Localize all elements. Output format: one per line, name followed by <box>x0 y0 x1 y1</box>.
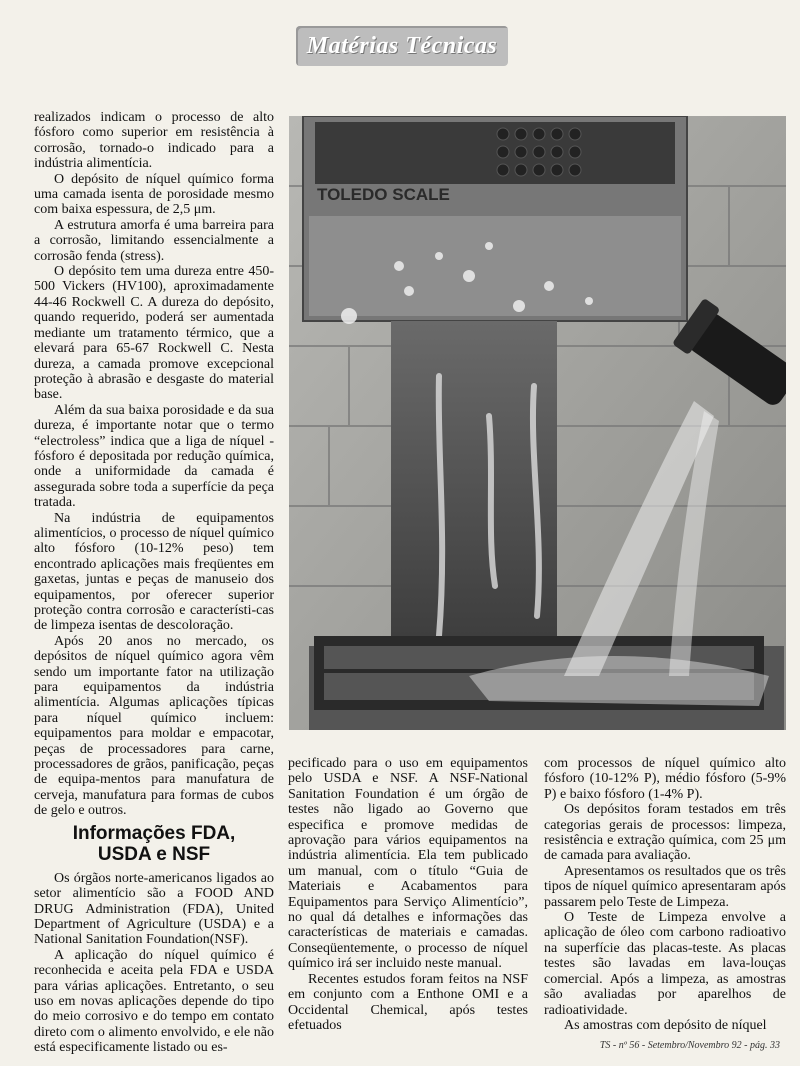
paragraph: Os órgãos norte-americanos ligados ao setor alimentício são a FOOD AND DRUG Administration (FDA), United Department of Agriculture (USDA) e a National Sanitation Foundation(NSF). <box>34 870 274 948</box>
scale-brand-label: TOLEDO SCALE <box>317 185 450 204</box>
section-header <box>296 26 508 66</box>
paragraph: realizados indicam o processo de alto fósforo como superior em resistência à corrosão, tornado-o indicado para a indústria alimentícia. <box>34 110 274 172</box>
paragraph: Na indústria de equipamentos alimentícios, o processo de níquel químico alto fósforo (10-12% peso) tem encontrado aplicações mais freqüentes em gaxetas, juntas e peças de manuseio dos equipamentos, por oferecer superior proteção contra corrosão e característi-cas de limpeza isentas de descoloração. <box>34 510 274 634</box>
text-column-3 <box>544 756 786 1033</box>
paragraph: Apresentamos os resultados que os três tipos de níquel químico apresentaram após passarem pelo Teste de Limpeza. <box>544 863 786 910</box>
text-column-2 <box>288 756 528 1033</box>
photo-scale-washing <box>289 116 786 730</box>
paragraph: Recentes estudos foram feitos na NSF em conjunto com a Enthone OMI e a Occidental Chemical, após testes efetuados <box>288 971 528 1033</box>
section-heading-line: USDA e NSF <box>97 843 211 865</box>
page-footer: TS - nº 56 - Setembro/Novembro 92 - pág. 33 <box>599 1040 780 1051</box>
paragraph: As amostras com depósito de níquel <box>564 1017 767 1033</box>
paragraph: O depósito tem uma dureza entre 450-500 Vickers (HV100), aproximadamente 44-46 Rockwell C. A dureza do depósito, quando requerido, poderá ser aumentada mediante um tratamento térmico, que a elevará para 65-67 Rockwell C. Nesta dureza, a camada promove excepcional proteção à abrasão e desgaste do material base. <box>34 264 274 403</box>
paragraph: O Teste de Limpeza envolve a aplicação de óleo com carbono radioativo na superfície das placas-teste. As placas testes são lavadas em lava-louças comercial. Após a limpeza, as amostras são avaliadas por aparelhos de radioatividade. <box>544 910 786 1018</box>
section-heading <box>34 823 274 865</box>
paragraph: A aplicação do níquel químico é reconhecida e aceita pela FDA e USDA para várias aplicações. Entretanto, o seu uso em novas aplicações depende do tipo do meio corrosivo e do tempo em contato direto com o alimento envolvido, e ele não está especificamente listado ou es- <box>34 947 274 1056</box>
paragraph: Além da sua baixa porosidade e da sua dureza, é importante notar que o termo “electroless” indica que a liga de níquel -fósforo é depositada por redução química, onde a uniformidade da camada é assegurada sobre toda a superfície da peça tratada. <box>34 402 274 511</box>
paragraph: pecificado para o uso em equipamentos pelo USDA e NSF. A NSF-National Sanitation Foundation é um órgão de testes não ligado ao Governo que especifica e promove medidas de aprovação para vários equipamentos na indústria alimentícia. Ela tem publicado um manual, com o título “Guia de Materiais e Acabamentos para Equipamentos para Serviço Alimentício”, no qual dá detalhes e informações das características de materiais e camadas. Conseqüentemente, o processo de níquel químico irá ser incluido neste manual. <box>288 756 528 972</box>
photo-illustration <box>289 116 786 730</box>
paragraph: Os depósitos foram testados em três categorias gerais de processos: limpeza, resistência e extração química, com 25 μm de camada para avaliação. <box>544 802 786 864</box>
paragraph: Após 20 anos no mercado, os depósitos de níquel químico agora vêm sendo um importante fator na utilização para equipamentos da indústria alimentícia. Algumas aplicações típicas para níquel químico incluem: equipamentos para moldar e empacotar, peças de processadores para carne, processadores de grãos, panificação, peças de equipa-mentos para manufatura de cerveja, manufatura para formas de cubos de gelo e outros. <box>34 633 274 819</box>
paragraph: com processos de níquel químico alto fósforo (10-12% P), médio fósforo (5-9% P) e baixo fósforo (1-4% P). <box>544 756 786 802</box>
text-column-1 <box>34 110 274 1056</box>
section-header-title: Matérias Técnicas <box>306 32 498 59</box>
paragraph: O depósito de níquel químico forma uma camada isenta de porosidade mesmo com baixa espessura, de 2,5 μm. <box>34 171 274 218</box>
section-heading-line: Informações FDA, <box>72 822 236 844</box>
paragraph: A estrutura amorfa é uma barreira para a corrosão, limitando essencialmente a corrosão fenda (stress). <box>34 217 274 264</box>
